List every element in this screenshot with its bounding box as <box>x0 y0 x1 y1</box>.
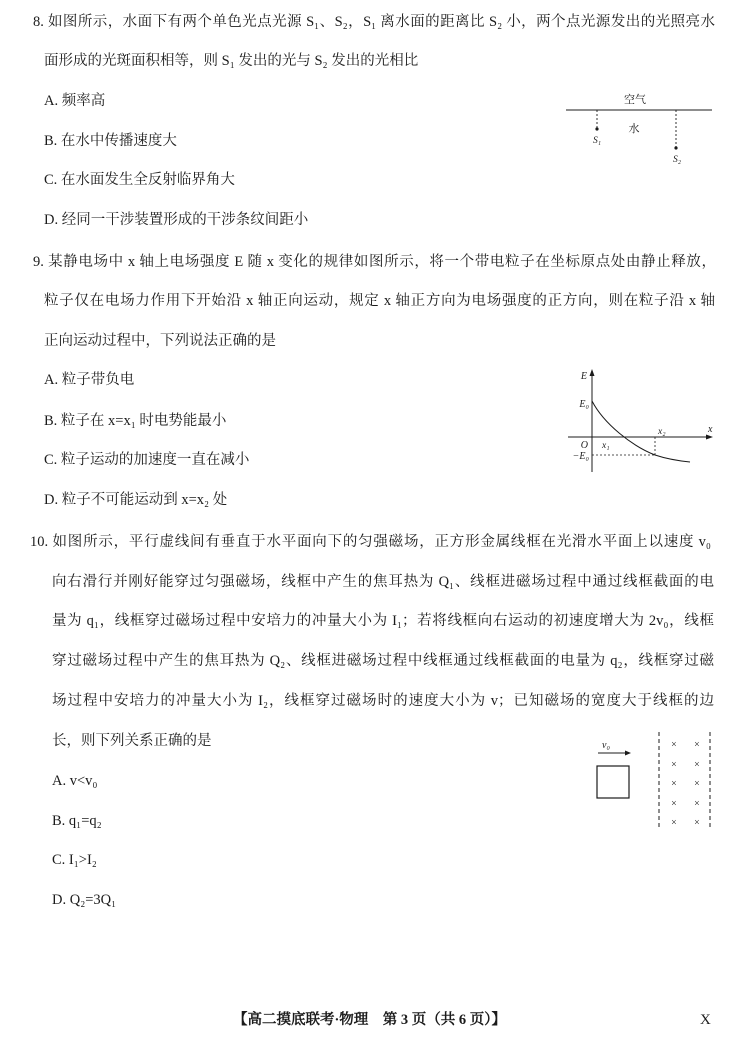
q9-option-d: D. 粒子不可能运动到 x=x₂ 处 <box>44 492 228 508</box>
source-2-label: S₂ <box>672 155 682 165</box>
q10-option-b: B. q₁=q₂ <box>52 813 102 829</box>
source-2-dot <box>674 146 677 149</box>
q9-stem-line-2: 粒子仅在电场力作用下开始沿 x 轴正向运动，规定 x 轴正方向为电场强度的正方向，则在粒子沿 x 轴 <box>44 293 715 309</box>
q8-option-a: A. 频率高 <box>44 93 106 109</box>
neg-e0-label: −E₀ <box>572 451 589 462</box>
q10-stem-line-6: 长，则下列关系正确的是 <box>52 733 212 749</box>
field-mark: × <box>694 739 700 751</box>
water-label: 水 <box>628 123 640 135</box>
q9-e-x-graph-figure <box>562 366 715 482</box>
q9-option-c: C. 粒子运动的加速度一直在减小 <box>44 452 250 468</box>
field-mark: × <box>694 759 700 771</box>
source-1-dot <box>595 127 598 130</box>
field-mark: × <box>671 739 677 751</box>
x1-label: x₁ <box>602 441 610 451</box>
air-label: 空气 <box>624 94 646 106</box>
q8-water-sources-figure <box>562 88 715 168</box>
field-mark: × <box>694 817 700 829</box>
q10-stem-line-5: 场过程中安培力的冲量大小为 I₂，线框穿过磁场时的速度大小为 v；已知磁场的宽度大于线框的边 <box>52 693 714 709</box>
q10-stem-line-1: 10. 如图所示，平行虚线间有垂直于水平面向下的匀强磁场，正方形金属线框在光滑水平面上以速度 v₀ <box>30 534 711 550</box>
y-axis-arrowhead <box>590 369 595 376</box>
q10-option-a: A. v<v₀ <box>52 773 98 789</box>
x-axis-arrowhead <box>706 435 713 440</box>
e0-label: E₀ <box>579 399 589 410</box>
q9-option-b: B. 粒子在 x=x₁ 时电势能最小 <box>44 413 227 429</box>
field-mark: × <box>671 798 677 810</box>
x-axis-label: x <box>708 424 713 435</box>
field-mark: × <box>694 778 700 790</box>
square-wire-frame <box>597 766 629 798</box>
x2-label: x₂ <box>658 427 666 437</box>
q8-option-b: B. 在水中传播速度大 <box>44 133 177 149</box>
q10-option-d: D. Q₂=3Q₁ <box>52 892 117 908</box>
q8-stem-line-2: 面形成的光斑面积相等，则 S₁ 发出的光与 S₂ 发出的光相比 <box>44 53 419 69</box>
q10-stem-line-4: 穿过磁场过程中产生的焦耳热为 Q₂、线框进磁场过程中线框通过线框截面的电量为 q₂，线框穿过磁 <box>52 653 714 669</box>
q8-stem-line-1: 8. 如图所示，水面下有两个单色光点光源 S₁、S₂，S₁ 离水面的距离比 S₂ 小，两个点光源发出的光照亮水 <box>33 14 715 30</box>
source-1-label: S₁ <box>592 136 602 146</box>
velocity-label: v₀ <box>602 740 610 751</box>
q9-stem-line-1: 9. 某静电场中 x 轴上电场强度 E 随 x 变化的规律如图所示，将一个带电粒子在坐标原点处由静止释放， <box>33 254 716 270</box>
q9-stem-line-3: 正向运动过程中，下列说法正确的是 <box>44 333 276 349</box>
page-footer: 【高二摸底联考·物理 第 3 页（共 6 页）】 <box>232 1012 507 1028</box>
field-mark: × <box>671 759 677 771</box>
footer-mark: X <box>700 1012 711 1028</box>
q10-option-c: C. I₁>I₂ <box>52 852 97 868</box>
field-mark: × <box>694 798 700 810</box>
field-mark: × <box>671 778 677 790</box>
q8-option-c: C. 在水面发生全反射临界角大 <box>44 172 235 188</box>
velocity-arrowhead <box>625 751 631 756</box>
q9-option-a: A. 粒子带负电 <box>44 372 135 388</box>
q10-stem-line-2: 向右滑行并刚好能穿过匀强磁场，线框中产生的焦耳热为 Q₁、线框进磁场过程中通过线框截面的电 <box>52 574 714 590</box>
q8-option-d: D. 经同一干涉装置形成的干涉条纹间距小 <box>44 212 309 228</box>
field-mark: × <box>671 817 677 829</box>
origin-label: O <box>580 440 588 451</box>
q10-stem-line-3: 量为 q₁，线框穿过磁场过程中安培力的冲量大小为 I₁；若将线框向右运动的初速度增大为 2v₀，线框 <box>52 613 714 629</box>
e-x-curve <box>592 401 690 462</box>
y-axis-label: E <box>580 371 587 382</box>
q10-magnetic-field-figure <box>592 728 714 832</box>
